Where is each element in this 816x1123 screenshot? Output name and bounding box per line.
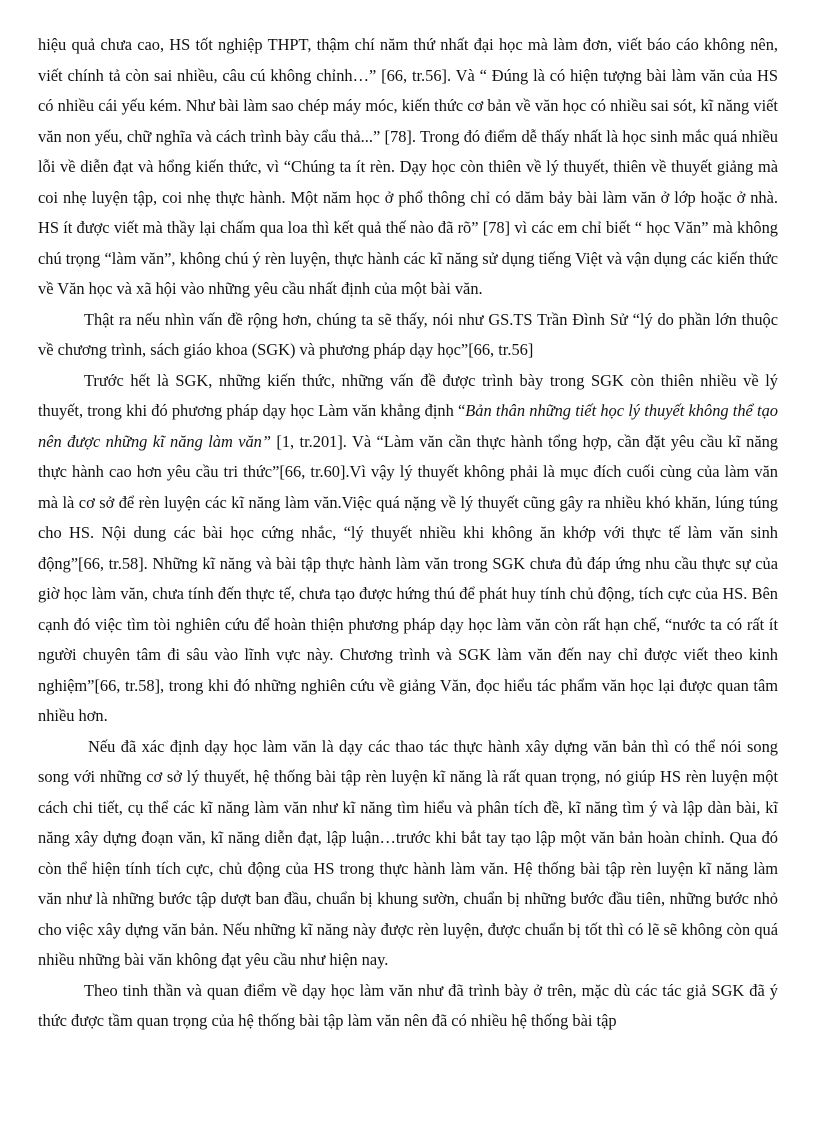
paragraph-conclusion: Theo tinh thần và quan điểm về dạy học làm văn như đã trình bày ở trên, mặc dù các tác giả SGK đã ý thức được tầm quan trọng của hệ thống bài tập làm văn nên đã có nhiều hệ thống bài tập [38, 980, 778, 1030]
paragraph-continuation: hiệu quả chưa cao, HS tốt nghiệp THPT, thậm chí năm thứ nhất đại học mà làm đơn, viết báo cáo không nên, viết chính tả còn sai nhiều, câu cú không chỉnh…” [66, tr.56]. Và “ Đúng là có hiện tượng bài làm văn của HS có nhiều cái yếu kém. Như bài làm sao chép máy móc, kiến thức cơ bản về văn học có nhiều sai sót, kĩ năng viết văn non yếu, chữ nghĩa và cách trình bày cẩu thả...” [78]. Trong đó điểm dễ thấy nhất là học sinh mắc quá nhiều lỗi về diễn đạt và hổng kiến thức, vì “Chúng ta ít rèn. Dạy học còn thiên về lý thuyết, thiên về thuyết giảng mà coi nhẹ luyện tập, coi nhẹ thực hành. Một năm học ở phổ thông chỉ có dăm bảy bài làm văn ở lớp hoặc ở nhà. HS ít được viết mà thầy lại chấm qua loa thì kết quả thế nào đã rõ” [78] vì các em chỉ biết “ học Văn” mà không chú trọng “làm văn”, không chú ý rèn luyện, thực hành các kĩ năng sử dụng tiếng Việt và vận dụng các kiến thức về Văn học và xã hội vào những yêu cầu nhất định của một bài văn. [38, 35, 778, 298]
document-page [38, 30, 778, 1037]
paragraph-textbook-end: [1, tr.201]. Và “Làm văn cần thực hành tổng hợp, cần đặt yêu cầu kĩ năng thực hành cao hơn yêu cầu tri thức”[66, tr.60].Vì vậy lý thuyết không phải là mục đích cuối cùng của làm văn mà là cơ sở để rèn luyện các kĩ năng làm văn.Việc quá nặng về lý thuyết cũng gây ra nhiều khó khăn, lúng túng cho HS. Nội dung các bài học cứng nhắc, “lý thuyết nhiều khi không ăn khớp với thực tế làm văn sinh động”[66, tr.58]. Những kĩ năng và bài tập thực hành làm văn trong SGK chưa đủ đáp ứng nhu cầu thực sự của giờ học làm văn, chưa tính đến thực tế, chưa tạo được hứng thú để phát huy tính chủ động, tích cực của HS. Bên cạnh đó việc tìm tòi nghiên cứu để hoàn thiện phương pháp dạy học làm văn còn rất hạn chế, “nước ta có rất ít người chuyên tâm đi sâu vào lĩnh vực này. Chương trình và SGK làm văn đến nay chỉ được viết theo kinh nghiệm”[66, tr.58], trong khi đó những nghiên cứu về giảng Văn, đọc hiểu tác phẩm văn học lại được quan tâm nhiều hơn. [38, 431, 779, 725]
paragraph-textbook-quote: Bản thân những tiết học lý thuyết không thể tạo nên được những kĩ năng làm văn” [38, 401, 778, 451]
paragraph-textbook-start: Trước hết là SGK, những kiến thức, những vấn đề được trình bày trong SGK còn thiên nhiều về lý thuyết, trong khi đó phương pháp dạy học Làm văn khẳng định “ [38, 370, 778, 420]
paragraph-exercises: Nếu đã xác định dạy học làm văn là dạy các thao tác thực hành xây dựng văn bản thì có thể nói song song với những cơ sở lý thuyết, hệ thống bài tập rèn luyện kĩ năng là rất quan trọng, nó giúp HS rèn luyện một cách chi tiết, cụ thể các kĩ năng làm văn như kĩ năng tìm hiểu và phân tích đề, kĩ năng tìm ý và lập dàn bài, kĩ năng xây dựng đoạn văn, kĩ năng diễn đạt, lập luận…trước khi bắt tay tạo lập một văn bản hoàn chỉnh. Qua đó còn thể hiện tính tích cực, chủ động của HS trong thực hành làm văn. Hệ thống bài tập rèn luyện kĩ năng làm văn như là những bước tập dượt ban đầu, chuẩn bị khung sườn, chuẩn bị những bước đầu tiên, những bước nhỏ cho việc xây dựng văn bản. Nếu những kĩ năng này được rèn luyện, được chuẩn bị tốt thì có lẽ sẽ không còn quá nhiều những bài văn không đạt yêu cầu như hiện nay. [38, 736, 778, 969]
paragraph-textbook [38, 366, 778, 732]
paragraph-scope: Thật ra nếu nhìn vấn đề rộng hơn, chúng ta sẽ thấy, nói như GS.TS Trần Đình Sử “lý do phần lớn thuộc về chương trình, sách giáo khoa (SGK) và phương pháp dạy học”[66, tr.56] [38, 309, 778, 359]
